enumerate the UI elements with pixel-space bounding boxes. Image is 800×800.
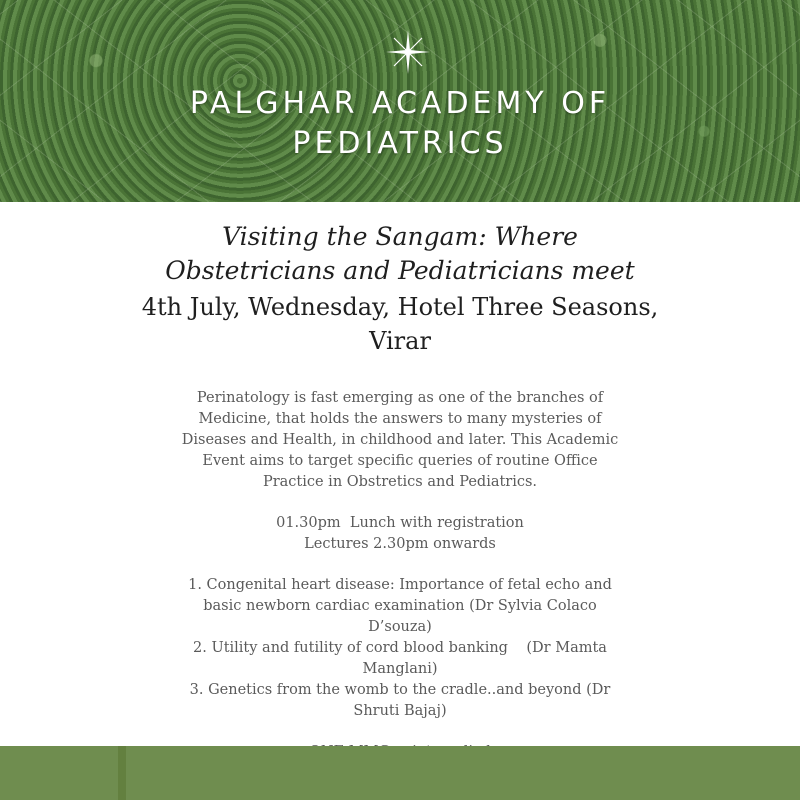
flyer-content xyxy=(0,202,800,763)
event-title-line1: Visiting the Sangam: Where xyxy=(222,222,578,251)
lecture-line: 3. Genetics from the womb to the cradle..and beyond (Dr xyxy=(189,682,611,698)
lecture-line: 2. Utility and futility of cord blood banking (Dr Mamta xyxy=(193,640,607,656)
lecture-list xyxy=(140,575,660,722)
schedule xyxy=(140,513,660,555)
lecture-line: Shruti Bajaj) xyxy=(353,703,447,719)
schedule-lectures: Lectures 2.30pm onwards xyxy=(304,536,496,552)
sparkle-icon xyxy=(386,30,430,74)
intro-line: Medicine, that holds the answers to many mysteries of xyxy=(198,411,602,427)
org-title-line1: PALGHAR ACADEMY OF xyxy=(189,86,611,121)
event-title-line2: Obstetricians and Pediatricians meet xyxy=(165,256,635,285)
event-date-venue xyxy=(0,290,800,358)
lecture-line: Manglani) xyxy=(362,661,438,677)
intro-paragraph xyxy=(140,388,660,493)
lecture-line: D’souza) xyxy=(368,619,432,635)
footer-band xyxy=(0,746,800,800)
intro-line: Practice in Obstretics and Pediatrics. xyxy=(262,474,538,490)
lecture-line: basic newborn cardiac examination (Dr Sylvia Colaco xyxy=(203,598,597,614)
organization-title xyxy=(0,84,800,164)
org-title-line2: PEDIATRICS xyxy=(292,126,508,161)
intro-line: Perinatology is fast emerging as one of the branches of xyxy=(196,390,604,406)
header-banner xyxy=(0,0,800,202)
event-date-line2: Virar xyxy=(369,327,431,355)
lecture-item xyxy=(140,680,660,722)
lecture-item xyxy=(140,638,660,680)
event-title xyxy=(0,220,800,288)
intro-line: Event aims to target specific queries of routine Office xyxy=(202,453,598,469)
lecture-line: 1. Congenital heart disease: Importance of fetal echo and xyxy=(188,577,612,593)
intro-line: Diseases and Health, in childhood and later. This Academic xyxy=(181,432,619,448)
lecture-item xyxy=(140,575,660,638)
event-date-line1: 4th July, Wednesday, Hotel Three Seasons, xyxy=(141,293,659,321)
schedule-lunch: 01.30pm Lunch with registration xyxy=(276,515,524,531)
